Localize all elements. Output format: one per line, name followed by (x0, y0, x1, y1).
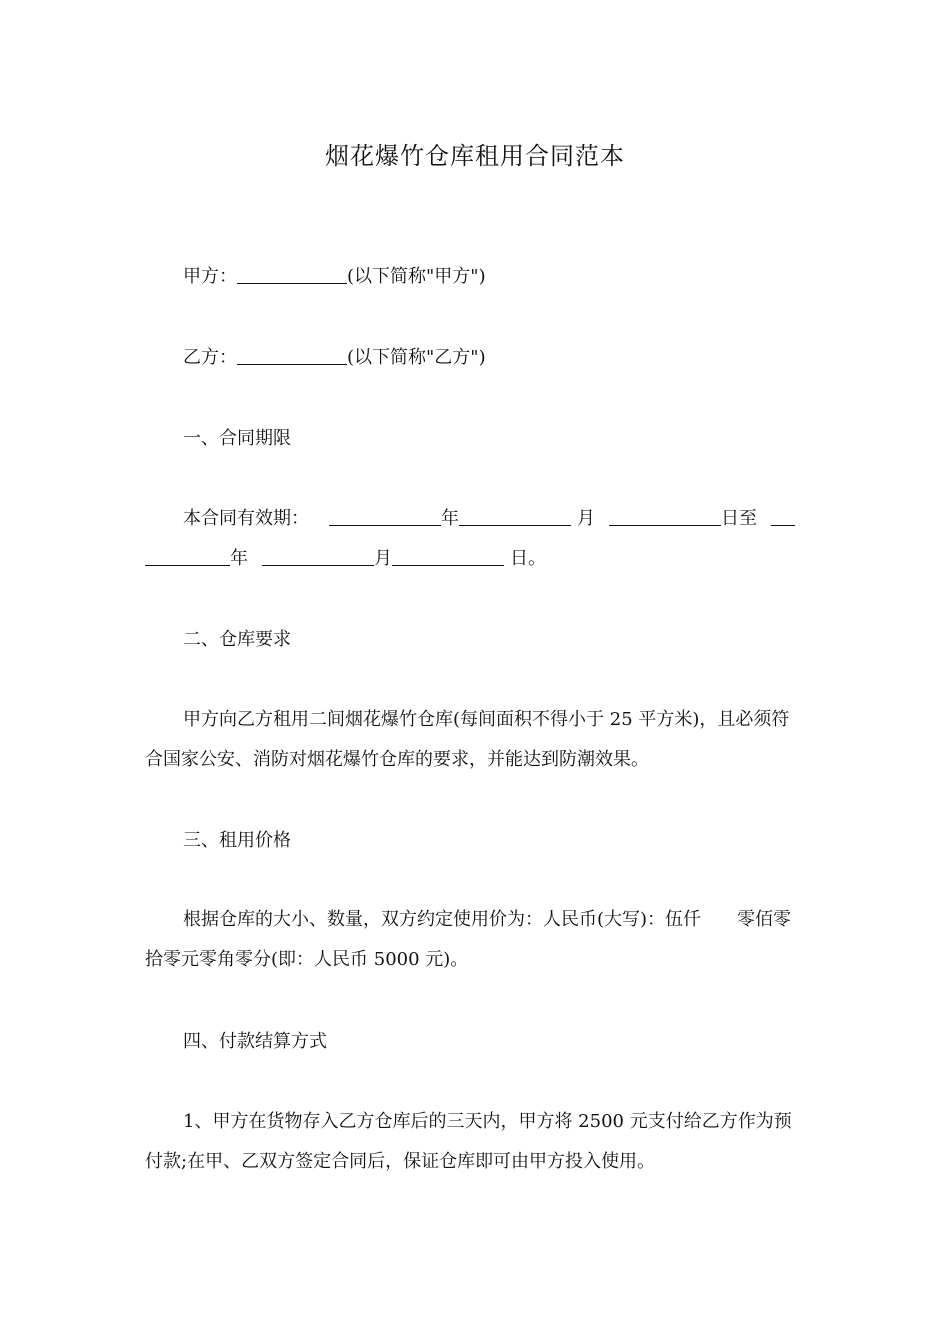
start-day-blank (609, 507, 721, 526)
term-line-1 (183, 499, 795, 539)
end-year-blank-part1 (771, 507, 795, 526)
section-2-body: 甲方向乙方租用二间烟花爆竹仓库(每间面积不得小于 25 平方米)，且必须符合国家公安、消防对烟花爆竹仓库的要求，并能达到防潮效果。 (145, 709, 790, 770)
start-year-label: 年 (441, 508, 459, 529)
party-b-label: 乙方： (183, 347, 237, 368)
start-month-blank (459, 507, 571, 526)
term-line-2 (145, 539, 546, 579)
party-b-suffix: (以下简称"乙方") (347, 347, 486, 368)
end-year-label: 年 (230, 548, 248, 569)
party-a-line (183, 257, 486, 297)
start-day-label: 日至 (721, 508, 757, 529)
end-year-blank-part2 (145, 547, 230, 566)
section-3-heading: 三、租用价格 (183, 830, 291, 851)
party-a-label: 甲方： (183, 266, 237, 287)
party-b-blank (237, 346, 347, 365)
party-b-line (183, 338, 486, 378)
term-prefix: 本合同有效期： (183, 508, 309, 529)
start-month-label: 月 (577, 508, 595, 529)
section-4-item-1: 1、甲方在货物存入乙方仓库后的三天内，甲方将 2500 元支付给乙方作为预付款;在甲、乙双方签定合同后，保证仓库即可由甲方投入使用。 (145, 1111, 792, 1172)
party-a-suffix: (以下简称"甲方") (347, 266, 486, 287)
start-year-blank (329, 507, 441, 526)
end-day-label: 日。 (510, 548, 546, 569)
end-month-blank (262, 547, 374, 566)
section-1-heading: 一、合同期限 (183, 428, 291, 449)
end-day-blank (392, 547, 504, 566)
document-title: 烟花爆竹仓库租用合同范本 (325, 142, 625, 170)
party-a-blank (237, 265, 347, 284)
section-3-body: 根据仓库的大小、数量，双方约定使用价为：人民币(大写)：伍仟 零佰零拾零元零角零分(即：人民币 5000 元)。 (145, 909, 792, 970)
section-4-heading: 四、付款结算方式 (183, 1031, 327, 1052)
end-month-label: 月 (374, 548, 392, 569)
section-2-heading: 二、仓库要求 (183, 629, 291, 650)
